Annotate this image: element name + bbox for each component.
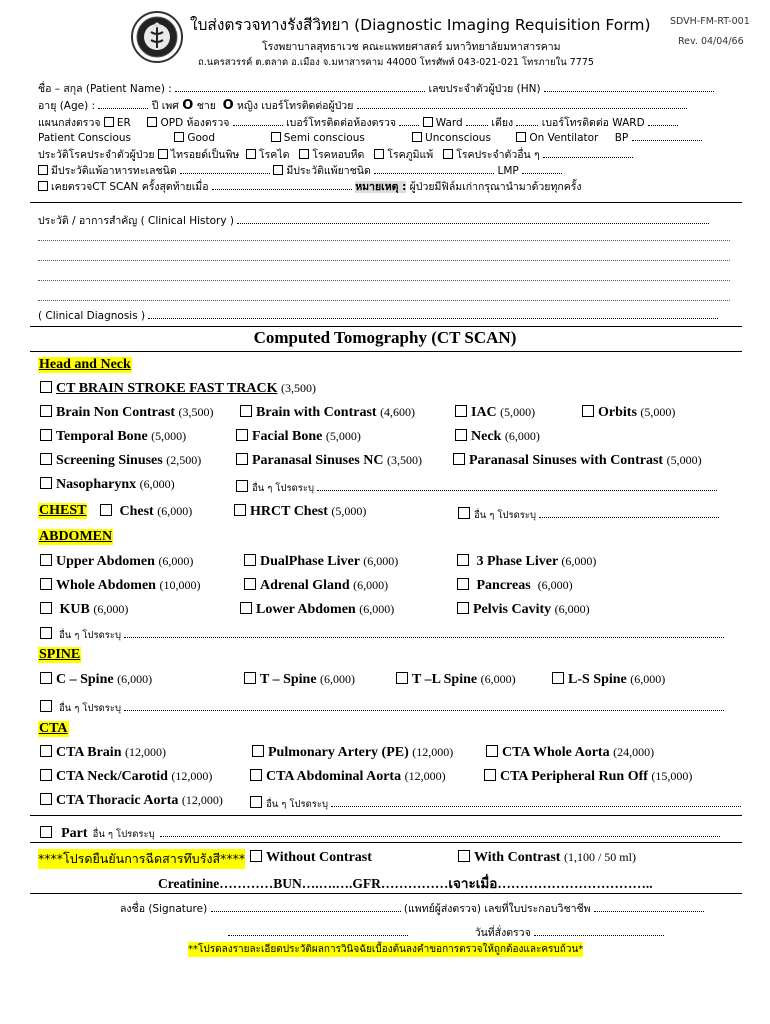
sinus-price: (2,500) [166,453,202,467]
temporal-checkbox[interactable] [40,429,52,441]
cta-thoracic-checkbox[interactable] [40,793,52,805]
nasopharynx-option[interactable] [40,477,175,493]
kidney-checkbox[interactable] [246,149,256,159]
cta-runoff-price: (15,000) [651,769,693,783]
note-text: ผู้ป่วยมีฟิล์มเก่ากรุณานำมาด้วยทุกครั้ง [409,181,582,193]
ward-label: Ward [435,117,463,129]
tl-spine-checkbox[interactable] [396,672,408,684]
pancreas-checkbox[interactable] [457,578,469,590]
adrenal-option[interactable] [244,578,388,594]
other-disease-checkbox[interactable] [443,149,453,159]
other-disease-field[interactable] [543,147,633,158]
c-spine-price: (6,000) [117,672,153,686]
brain-nc-price: (3,500) [178,405,214,419]
lower-abdomen-option[interactable] [240,602,394,618]
dual-phase-price: (6,000) [363,554,399,568]
chest-other-field[interactable] [539,507,719,518]
license-label: เลขที่ใบประกอบวิชาชีพ [484,903,591,915]
whole-abdomen-label: Whole Abdomen [56,578,156,593]
head-neck-heading: Head and Neck [39,357,131,372]
stroke-fast-track-option[interactable] [40,381,316,397]
chest-checkbox[interactable] [100,504,112,516]
drug-allergy-field[interactable] [374,163,494,174]
adrenal-checkbox[interactable] [244,578,256,590]
abdomen-heading: ABDOMEN [39,529,113,544]
lab-values-line[interactable]: Creatinine…………BUN….….….GFR……………เจาะเมื่อ…………………………….. [158,876,653,891]
tl-spine-option[interactable] [396,672,516,688]
pancreas-price: (6,000) [537,578,573,592]
spine-heading: SPINE [39,647,81,662]
patient-name-label: ชื่อ – สกุล (Patient Name) : [38,83,172,95]
kub-label: KUB [59,602,90,617]
clinical-diagnosis-row [38,308,718,322]
upper-abdomen-price: (6,000) [158,554,194,568]
iac-price: (5,000) [500,405,536,419]
age-unit: ปี เพศ [151,100,179,112]
hospital-name: โรงพยาบาลสุทธาเวช คณะแพทยศาสตร์ มหาวิทยาลัยมหาสารคาม [262,41,561,53]
stroke-fast-track-price: (3,500) [280,381,316,395]
neck-option[interactable] [455,429,540,445]
opd-field[interactable] [233,115,283,126]
pelvis-price: (6,000) [554,602,590,616]
chest-option[interactable] [100,504,192,520]
note-label: หมายเหตุ : [355,181,407,193]
facial-option[interactable] [236,429,361,445]
prev-ct-checkbox[interactable] [38,181,48,191]
hn-field[interactable] [544,81,714,92]
with-contrast-price: (1,100 / 50 ml) [563,850,636,864]
iac-label: IAC [471,405,497,420]
brain-contrast-checkbox[interactable] [240,405,252,417]
age-field[interactable] [98,98,148,109]
paranasal-nc-checkbox[interactable] [236,453,248,465]
pe-checkbox[interactable] [252,745,264,757]
chest-label: Chest [119,504,154,519]
prev-ct-field[interactable] [212,179,352,190]
whole-abdomen-option[interactable] [40,578,200,594]
form-revision: Rev. 04/04/66 [678,36,744,47]
ls-spine-option[interactable] [552,672,665,688]
lower-abdomen-price: (6,000) [359,602,395,616]
sinus-checkbox[interactable] [40,453,52,465]
head-neck-other-checkbox[interactable] [236,480,248,492]
kub-price: (6,000) [93,602,129,616]
neck-checkbox[interactable] [455,429,467,441]
patient-name-row [38,80,714,97]
underlying-disease-label: ประวัติโรคประจำตัวผู้ป่วย [38,149,155,161]
dual-phase-option[interactable] [244,554,398,570]
cta-abd-price: (12,000) [404,769,446,783]
thyroid-checkbox[interactable] [158,149,168,159]
form-code: SDVH-FM-RT-001 [670,16,750,27]
cta-thoracic-label: CTA Thoracic Aorta [56,793,179,808]
head-neck-other-field[interactable] [317,480,717,491]
whole-abdomen-checkbox[interactable] [40,578,52,590]
pancreas-option[interactable] [457,578,573,594]
cta-brain-price: (12,000) [124,745,166,759]
ventilator-label: On Ventilator [529,132,599,144]
orbits-checkbox[interactable] [582,405,594,417]
kidney-label: โรคไต [258,149,290,161]
cta-runoff-label: CTA Peripheral Run Off [500,769,648,784]
paranasal-nc-label: Paranasal Sinuses NC [252,453,384,468]
lower-abdomen-label: Lower Abdomen [256,602,356,617]
iac-option[interactable] [455,405,535,421]
cta-abd-option[interactable] [250,769,446,785]
age-row [38,97,687,114]
unconscious-checkbox[interactable] [412,132,422,142]
nasopharynx-price: (6,000) [139,477,175,491]
form-title: ใบส่งตรวจทางรังสีวิทยา (Diagnostic Imaging Requisition Form) [190,16,651,34]
spine-other-row [40,700,724,716]
disease-row [38,146,633,163]
abdomen-other-row [40,627,724,643]
asthma-label: โรคหอบหืด [312,149,365,161]
pe-option[interactable] [252,745,453,761]
signature-field[interactable] [211,901,401,912]
abdomen-other-label: อื่น ๆ โปรดระบุ [59,630,122,641]
nasopharynx-checkbox[interactable] [40,477,52,489]
ward-checkbox[interactable] [423,117,433,127]
dual-phase-checkbox[interactable] [244,554,256,566]
upper-abdomen-checkbox[interactable] [40,554,52,566]
cta-brain-label: CTA Brain [56,745,122,760]
hrct-label: HRCT Chest [250,504,328,519]
patient-phone-label: เบอร์โทรติดต่อผู้ป่วย [261,100,354,112]
department-row [38,114,678,131]
clinical-history-label: ประวัติ / อาการสำคัญ ( Clinical History ) [38,215,235,227]
signature-label: ลงชื่อ (Signature) [120,903,208,915]
tl-spine-price: (6,000) [480,672,516,686]
hrct-option[interactable] [234,504,366,520]
clinical-diagnosis-label: ( Clinical Diagnosis ) [38,310,146,322]
t-spine-label: T – Spine [260,672,317,687]
kub-option[interactable] [40,602,128,618]
lmp-label: LMP [497,165,519,177]
facial-price: (5,000) [325,429,361,443]
t-spine-checkbox[interactable] [244,672,256,684]
spine-other-checkbox[interactable] [40,700,52,712]
part-label: Part [61,826,88,841]
ls-spine-checkbox[interactable] [552,672,564,684]
temporal-label: Temporal Bone [56,429,148,444]
clinical-diagnosis-field[interactable] [148,308,718,319]
order-date-field[interactable] [534,925,664,936]
cta-brain-checkbox[interactable] [40,745,52,757]
cta-abd-checkbox[interactable] [250,769,262,781]
patient-name-field[interactable] [175,81,425,92]
pancreas-label: Pancreas [476,578,531,593]
cta-abd-label: CTA Abdominal Aorta [266,769,402,784]
asthma-checkbox[interactable] [299,149,309,159]
abdomen-other-field[interactable] [124,627,724,638]
stroke-fast-track-label: CT BRAIN STROKE FAST TRACK [56,381,278,396]
head-neck-other-label: อื่น ๆ โปรดระบุ [252,483,314,494]
ventilator-checkbox[interactable] [516,132,526,142]
c-spine-option[interactable] [40,672,152,688]
history-line-3[interactable] [38,280,730,281]
hospital-address: ถ.นครสวรรค์ ต.ตลาด อ.เมือง จ.มหาสารคาม 44000 โทรศัพท์ 043-021-021 โทรภายใน 7775 [198,57,594,68]
with-contrast-checkbox[interactable] [458,850,470,862]
lmp-field[interactable] [522,163,562,174]
spine-other-label: อื่น ๆ โปรดระบุ [59,703,122,714]
cta-runoff-checkbox[interactable] [484,769,496,781]
paranasal-contrast-option[interactable] [453,453,702,469]
contrast-confirm-banner: ****โปรดยืนยันการฉีดสารทึบรังสี**** [38,849,245,869]
chest-price: (6,000) [157,504,193,518]
divider [30,326,742,327]
cta-aorta-checkbox[interactable] [486,745,498,757]
hn-label: เลขประจำตัวผู้ป่วย (HN) [428,83,541,95]
cta-other-row [250,796,741,812]
iac-checkbox[interactable] [455,405,467,417]
semi-label: Semi conscious [283,132,365,144]
abdomen-other-checkbox[interactable] [40,627,52,639]
part-other-label: อื่น ๆ โปรดระบุ [92,829,155,840]
neck-price: (6,000) [504,429,540,443]
seafood-allergy-label: มีประวัติแพ้อาหารทะเลชนิด [51,165,177,177]
opd-label: OPD ห้องตรวจ [160,117,230,129]
cta-runoff-option[interactable] [484,769,692,785]
age-label: อายุ (Age) : [38,100,96,112]
head-neck-other-row [236,480,717,496]
whole-abdomen-price: (10,000) [159,578,201,592]
pelvis-label: Pelvis Cavity [473,602,552,617]
paranasal-nc-option[interactable] [236,453,422,469]
bp-label: BP [614,132,629,144]
dept-label: แผนกส่งตรวจ [38,117,101,129]
facial-label: Facial Bone [252,429,323,444]
ls-spine-label: L-S Spine [568,672,627,687]
bed-field[interactable] [516,115,538,126]
divider [30,202,742,203]
seafood-allergy-checkbox[interactable] [38,165,48,175]
license-field[interactable] [594,901,704,912]
patient-phone-field[interactable] [357,98,687,109]
three-phase-checkbox[interactable] [457,554,469,566]
chest-other-label: อื่น ๆ โปรดระบุ [474,510,536,521]
clinical-history-field[interactable] [237,213,709,224]
c-spine-label: C – Spine [56,672,114,687]
clinical-history-row [38,212,709,229]
male-radio[interactable]: O [182,98,194,113]
unconscious-label: Unconscious [425,132,491,144]
cta-other-label: อื่น ๆ โปรดระบุ [266,799,328,810]
three-phase-price: (6,000) [561,554,597,568]
cta-neck-label: CTA Neck/Carotid [56,769,168,784]
opd-phone-label: เบอร์โทรติดต่อห้องตรวจ [286,117,397,129]
part-checkbox[interactable] [40,826,52,838]
history-line-4[interactable] [38,300,730,301]
c-spine-checkbox[interactable] [40,672,52,684]
conscious-row [38,130,702,144]
without-contrast-option[interactable] [250,850,372,866]
ct-scan-title: Computed Tomography (CT SCAN) [253,328,517,347]
doctor-label: (แพทย์ผู้ส่งตรวจ) [403,903,482,915]
three-phase-label: 3 Phase Liver [476,554,558,569]
lower-abdomen-checkbox[interactable] [240,602,252,614]
cta-neck-checkbox[interactable] [40,769,52,781]
kub-checkbox[interactable] [40,602,52,614]
upper-abdomen-option[interactable] [40,554,193,570]
opd-checkbox[interactable] [147,117,157,127]
allergy-disease-label: โรคภูมิแพ้ [387,149,434,161]
part-row [40,822,720,842]
sinus-label: Screening Sinuses [56,453,163,468]
ward-phone-field[interactable] [648,115,678,126]
with-contrast-label: With Contrast [474,850,561,865]
good-checkbox[interactable] [174,132,184,142]
prev-ct-label: เคยตรวจCT SCAN ครั้งสุดท้ายเมื่อ [51,181,209,193]
drug-allergy-checkbox[interactable] [273,165,283,175]
paranasal-nc-price: (3,500) [386,453,422,467]
cta-neck-option[interactable] [40,769,212,785]
divider [30,815,742,816]
divider [30,842,742,843]
cta-brain-option[interactable] [40,745,166,761]
er-checkbox[interactable] [104,117,114,127]
conscious-label: Patient Conscious [38,132,132,144]
brain-contrast-price: (4,600) [380,405,416,419]
paranasal-contrast-checkbox[interactable] [453,453,465,465]
other-disease-label: โรคประจำตัวอื่น ๆ [456,149,540,161]
adrenal-price: (6,000) [353,578,389,592]
hospital-logo [130,10,184,64]
cta-aorta-label: CTA Whole Aorta [502,745,610,760]
nasopharynx-label: Nasopharynx [56,477,137,492]
dual-phase-label: DualPhase Liver [260,554,360,569]
upper-abdomen-label: Upper Abdomen [56,554,155,569]
sinus-option[interactable] [40,453,201,469]
pelvis-option[interactable] [457,602,590,618]
orbits-price: (5,000) [640,405,676,419]
allergy-disease-checkbox[interactable] [374,149,384,159]
orbits-label: Orbits [598,405,637,420]
pe-price: (12,000) [412,745,454,759]
chest-other-checkbox[interactable] [458,507,470,519]
bed-label: เตียง [491,117,514,129]
history-line-1[interactable] [38,240,730,241]
male-label: ชาย [196,100,216,112]
divider [30,893,742,894]
pelvis-checkbox[interactable] [457,602,469,614]
divider [30,351,742,352]
hrct-checkbox[interactable] [234,504,246,516]
history-line-2[interactable] [38,260,730,261]
brain-contrast-option[interactable] [240,405,415,421]
tl-spine-label: T –L Spine [412,672,478,687]
date-row [228,924,664,941]
cta-thoracic-price: (12,000) [181,793,223,807]
t-spine-price: (6,000) [320,672,356,686]
er-label: ER [116,117,131,129]
good-label: Good [187,132,215,144]
thyroid-label: ไทรอยด์เป็นพิษ [170,149,240,161]
pe-label: Pulmonary Artery (PE) [268,745,409,760]
footer-note: **โปรดลงรายละเอียดประวัติผลการวินิจฉัยเบื้องต้นลงคำขอการตรวจให้ถูกต้องและครบถ้วน* [188,944,584,955]
stroke-fast-track-checkbox[interactable] [40,381,52,393]
hrct-price: (5,000) [331,504,367,518]
prev-ct-row [38,178,582,195]
female-label: หญิง [236,100,258,112]
neck-label: Neck [471,429,502,444]
temporal-option[interactable] [40,429,186,445]
orbits-option[interactable] [582,405,675,421]
semi-checkbox[interactable] [271,132,281,142]
three-phase-option[interactable] [457,554,596,570]
drug-allergy-label: มีประวัติแพ้ยาชนิด [286,165,371,177]
seafood-allergy-field[interactable] [180,163,270,174]
signature-row [120,900,704,917]
ward-phone-label: เบอร์โทรติดต่อ WARD [541,117,645,129]
chest-other-row [458,507,719,523]
cta-aorta-price: (24,000) [613,745,655,759]
brain-contrast-label: Brain with Contrast [256,405,377,420]
cta-thoracic-option[interactable] [40,793,223,809]
cta-other-checkbox[interactable] [250,796,262,808]
temporal-price: (5,000) [151,429,187,443]
without-contrast-label: Without Contrast [266,850,372,865]
without-contrast-checkbox[interactable] [250,850,262,862]
printed-name-field[interactable] [228,925,408,936]
cta-other-field[interactable] [331,796,741,807]
cta-aorta-option[interactable] [486,745,654,761]
paranasal-contrast-label: Paranasal Sinuses with Contrast [469,453,664,468]
cta-neck-price: (12,000) [171,769,213,783]
cta-heading: CTA [39,721,68,736]
spine-other-field[interactable] [124,700,724,711]
chest-heading: CHEST [39,503,87,518]
brain-nc-label: Brain Non Contrast [56,405,176,420]
allergy-row [38,162,562,179]
part-field[interactable] [160,826,720,837]
female-radio[interactable]: O [222,98,234,113]
adrenal-label: Adrenal Gland [260,578,350,593]
t-spine-option[interactable] [244,672,355,688]
brain-nc-checkbox[interactable] [40,405,52,417]
facial-checkbox[interactable] [236,429,248,441]
opd-phone-field[interactable] [399,115,419,126]
ward-field[interactable] [466,115,488,126]
with-contrast-option[interactable] [458,850,636,866]
bp-field[interactable] [632,130,702,141]
order-date-label: วันที่สั่งตรวจ [474,927,531,939]
ls-spine-price: (6,000) [630,672,666,686]
paranasal-contrast-price: (5,000) [666,453,702,467]
brain-nc-option[interactable] [40,405,214,421]
